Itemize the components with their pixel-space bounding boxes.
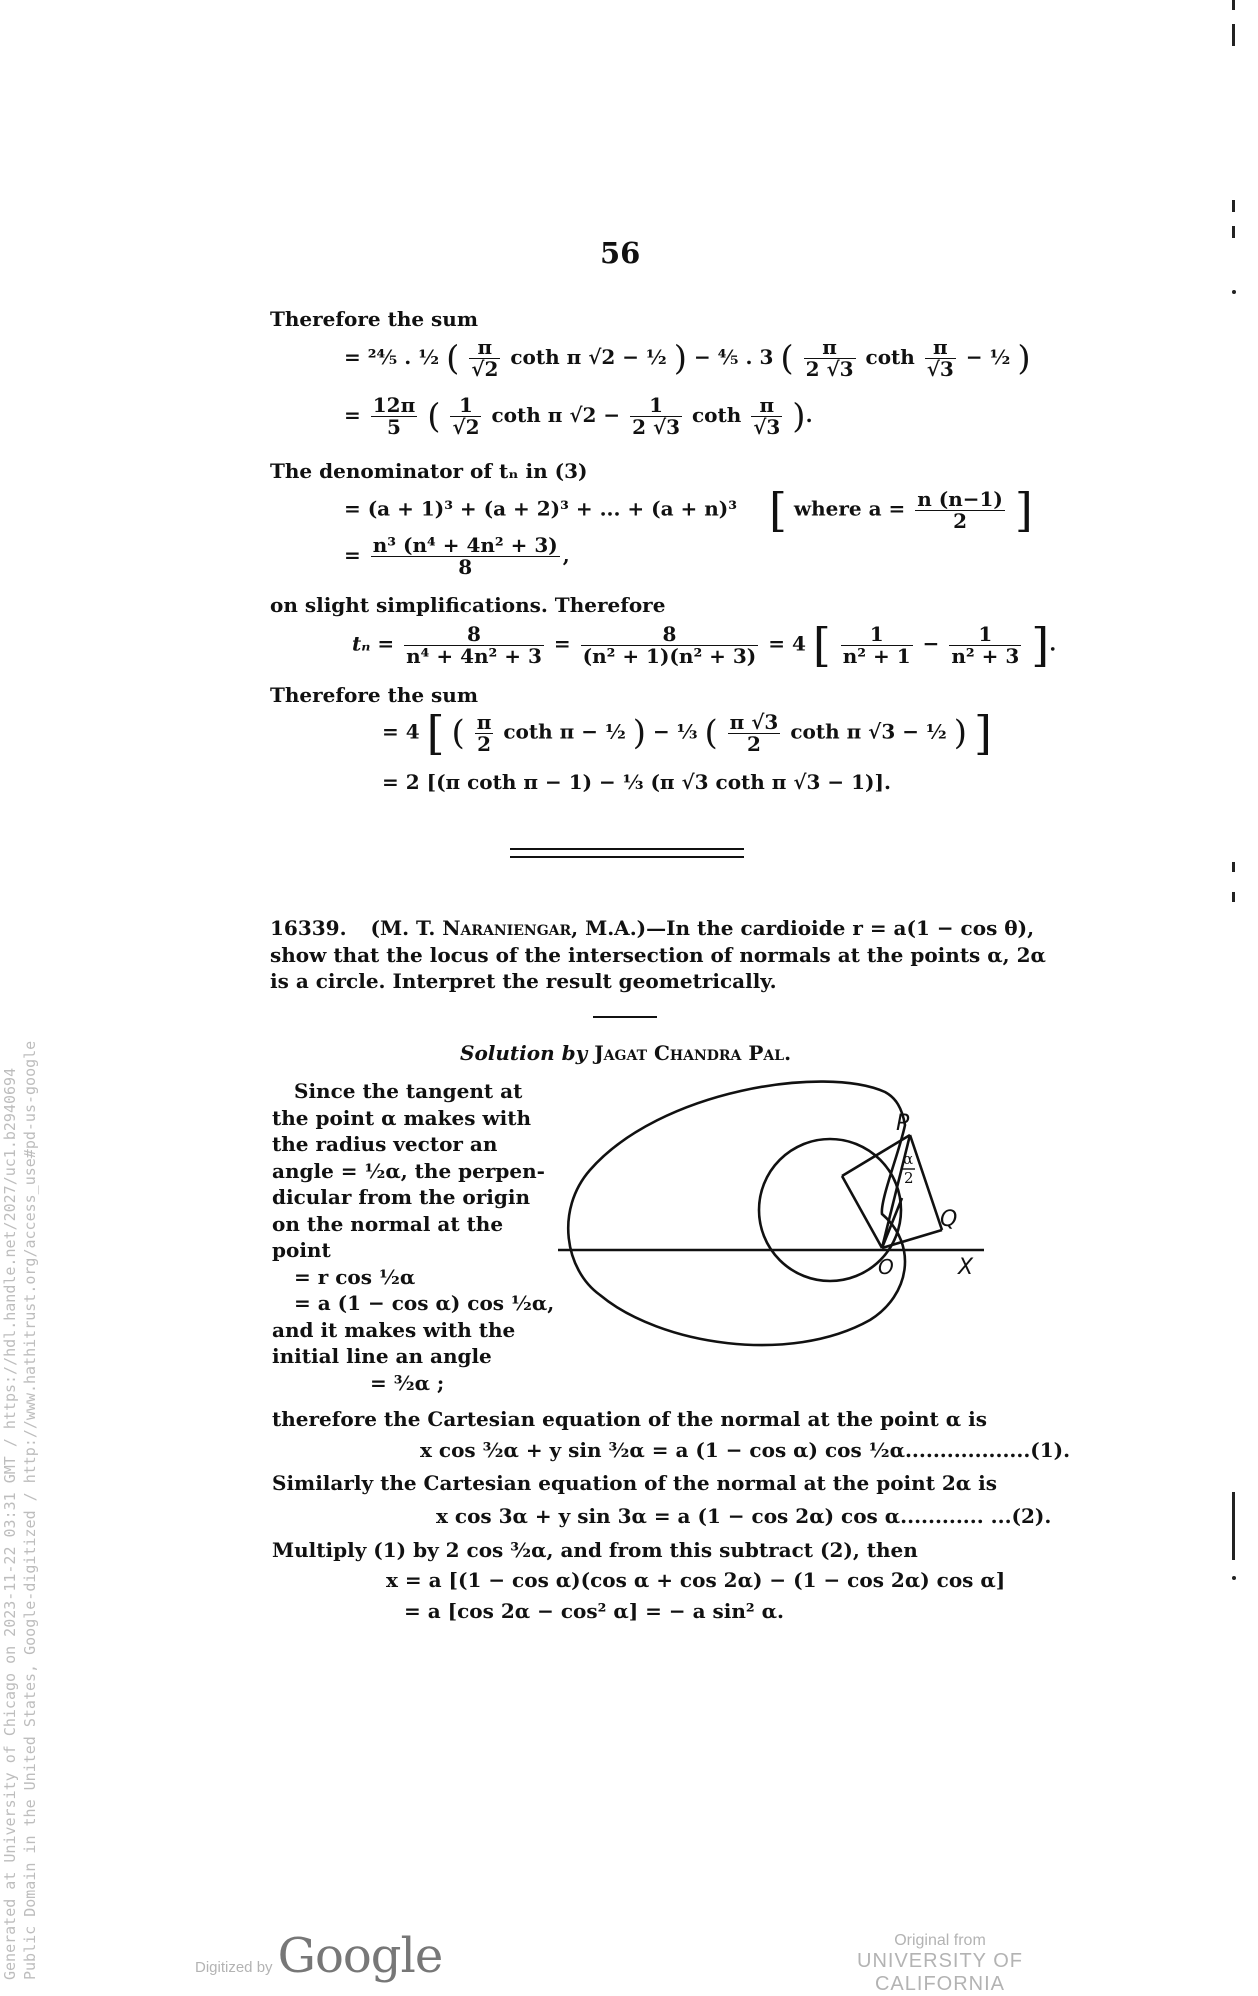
equation-sum-line-2: = $\frac{12\pi}{5}$ ( $\frac{1}{√2}$ coth π √2 − $\frac{1}{2 √3}$ coth $\frac{\pi}{√3}$ ). xyxy=(344,393,813,439)
fraction: $\frac{1}{\text{n² + 1}}$ xyxy=(842,621,911,668)
fraction: $\frac{1}{\text{n² + 3}}$ xyxy=(951,621,1020,668)
text-line: and it makes with the xyxy=(272,1317,516,1342)
label-alpha: α xyxy=(903,1150,914,1168)
bracket-close: ] xyxy=(973,706,992,760)
sum2-eq-1 xyxy=(382,706,992,760)
text-line: the point α makes with xyxy=(272,1105,532,1130)
oq-line xyxy=(882,1230,942,1248)
paren-close: ) xyxy=(632,713,647,753)
cartesian-1: therefore the Cartesian equation of the normal at the point α is xyxy=(272,1407,987,1431)
edge-mark xyxy=(1232,0,1235,10)
solution-prefix: Solution by xyxy=(460,1041,588,1065)
fraction: $\frac{8}{\text{n⁴ + 4n² + 3}}$ xyxy=(406,621,542,668)
therefore-sum-1: Therefore the sum xyxy=(270,307,479,331)
fraction: $\frac{\pi}{√2}$ xyxy=(471,335,499,381)
fraction: $\frac{\pi}{√3}$ xyxy=(753,393,781,439)
eq-part: = 4 xyxy=(768,631,806,656)
fraction: $\frac{\text{n³ (n⁴ + 4n² + 3)}}{8}$ xyxy=(372,533,558,579)
hathitrust-watermark xyxy=(0,980,60,1980)
paren-close: ) xyxy=(792,396,806,437)
section-rule-top xyxy=(510,848,744,850)
text-line: angle = ½α, the perpen- xyxy=(272,1158,545,1183)
edge-mark xyxy=(1232,892,1235,902)
paren-close: ) xyxy=(673,338,688,379)
text-line: = r cos ½α xyxy=(294,1264,416,1289)
original-from-label: Original from xyxy=(894,1932,986,1949)
eq-part: tₙ = xyxy=(352,631,395,656)
text-line: Since the tangent at xyxy=(294,1079,523,1103)
label-o: O xyxy=(878,1255,894,1279)
text-line: point xyxy=(272,1238,331,1262)
fraction: $\frac{\pi}{√3}$ xyxy=(926,335,954,381)
bracket-open: [ xyxy=(812,618,831,672)
edge-mark xyxy=(1232,862,1235,872)
paren-close: ) xyxy=(1017,338,1031,379)
eq-part: − ½ xyxy=(965,345,1011,369)
eq-part: = (a + 1)³ + (a + 2)³ + ... + (a + n)³ xyxy=(344,496,738,521)
eq-part: − ⁴⁄₅ . 3 xyxy=(694,345,774,369)
label-x: X xyxy=(958,1255,974,1280)
eq-part: − ⅓ xyxy=(653,719,698,744)
text-line: dicular from the origin xyxy=(272,1185,531,1209)
denominator-eq-1 xyxy=(344,483,1033,537)
section-rule-bottom xyxy=(510,856,744,858)
equation-2: x cos 3α + y sin 3α = a (1 − cos 2α) cos α............ ...(2). xyxy=(436,1504,1052,1528)
label-q: Q xyxy=(940,1207,958,1232)
paren-open: ( xyxy=(780,338,794,379)
edge-mark xyxy=(1232,200,1235,212)
short-rule xyxy=(593,1016,657,1018)
label-p: P xyxy=(896,1111,910,1136)
eq-part: coth π √2 − ½ xyxy=(510,345,667,369)
fraction: $\frac{\pi}{2}$ xyxy=(476,709,492,756)
edge-dot xyxy=(1232,1576,1236,1580)
university-label: UNIVERSITY OF CALIFORNIA xyxy=(857,1950,1023,1995)
fraction: $\frac{\pi √3}{2}$ xyxy=(729,709,779,756)
fraction: $\frac{\pi}{2 √3}$ xyxy=(805,335,854,381)
fraction: $\frac{1}{√2}$ xyxy=(452,393,480,439)
multiply-line: Multiply (1) by 2 cos ³⁄₂α, and from this subtract (2), then xyxy=(272,1538,918,1562)
equation-1: x cos ³⁄₂α + y sin ³⁄₂α = a (1 − cos α) cos ½α..................(1). xyxy=(420,1438,1071,1462)
solution-heading xyxy=(460,1040,791,1066)
eq-part: = xyxy=(344,403,361,427)
paren-open: ( xyxy=(427,396,441,437)
denominator-eq-2: = $\frac{\text{n³ (n⁴ + 4n² + 3)}}{8}$ , xyxy=(344,533,570,579)
fraction: $\frac{1}{2 √3}$ xyxy=(632,393,681,439)
paren-open: ( xyxy=(446,338,460,379)
solution-left-column xyxy=(272,1078,554,1396)
bracket-open: [ xyxy=(426,706,445,760)
fraction: $\frac{8}{\text{(n² + 1)(n² + 3)}}$ xyxy=(582,621,757,668)
fraction: $\frac{n (n-1)}{2}$ xyxy=(917,486,1003,533)
paren-open: ( xyxy=(451,713,465,753)
edge-mark xyxy=(1232,226,1235,238)
sum2-eq-2: = 2 [(π coth π − 1) − ⅓ (π √3 coth π √3 − 1)]. xyxy=(382,770,891,794)
eq-part: = 4 xyxy=(382,719,420,744)
therefore-sum-2: Therefore the sum xyxy=(270,683,479,707)
solution-author: Jagat Chandra Pal. xyxy=(594,1041,792,1065)
watermark-line-2: Public Domain in the United States, Google-digitized / http://www.hathitrust.org/access_use#pd-us-google xyxy=(21,1040,39,1980)
bracket-close: ] xyxy=(1014,483,1033,537)
problem-line-1 xyxy=(270,915,1034,941)
problem-line-2: show that the locus of the intersection of normals at the points α, 2α xyxy=(270,943,1046,967)
text-line: the radius vector an xyxy=(272,1132,498,1156)
edge-mark xyxy=(1232,1492,1235,1560)
paren-open: ( xyxy=(704,713,718,753)
problem-number: 16339. xyxy=(270,916,347,940)
t-n-equation: tₙ = $\frac{8}{\text{n⁴ + 4n² + 3}}$ = $\frac{8}{\text{(n² + 1)(n² + 3)}}$ = 4 [ $\frac{1}{\text{n² + 1}}$ − $\frac{1}{\text{n² + 3}}$ ]. xyxy=(352,618,1057,672)
eq-part: = ²⁴⁄₅ . ½ xyxy=(344,345,440,369)
watermark-line-1: Generated at University of Chicago on 2023-11-22 03:31 GMT / https://hdl.handle.net/2027/uc1.b2940694 xyxy=(1,1067,19,1980)
text-line: = ³⁄₂α ; xyxy=(370,1370,445,1395)
cardioid-curve xyxy=(568,1082,905,1346)
text-line: initial line an angle xyxy=(272,1344,492,1368)
google-logo: Google xyxy=(277,1928,443,1984)
eq-part: coth xyxy=(692,403,742,427)
equation-4: = a [cos 2α − cos² α] = − a sin² α. xyxy=(404,1599,784,1623)
text-line: = a (1 − cos α) cos ½α, xyxy=(294,1291,555,1315)
edge-dot xyxy=(1232,290,1236,294)
eq-part: coth π − ½ xyxy=(503,719,626,744)
label-2: 2 xyxy=(904,1169,914,1187)
bracket-close: ] xyxy=(1031,618,1050,672)
text-line: on the normal at the xyxy=(272,1211,504,1236)
eq-part: coth π √2 − xyxy=(491,403,621,427)
normal-line-1 xyxy=(842,1135,910,1176)
tangent-pq xyxy=(910,1135,942,1230)
original-from xyxy=(800,1932,1080,1996)
edge-mark xyxy=(1232,24,1235,46)
denominator-line: The denominator of tₙ in (3) xyxy=(270,459,588,483)
paren-close: ) xyxy=(953,713,968,753)
bracket-open: [ xyxy=(768,483,787,537)
digitized-by-google xyxy=(195,1928,442,1984)
equation-sum-line-1 xyxy=(344,337,1031,380)
eq-part: coth π √3 − ½ xyxy=(790,719,947,744)
equation-3: x = a [(1 − cos α)(cos α + cos 2α) − (1 − cos 2α) cos α] xyxy=(386,1568,1006,1592)
normal-line-2 xyxy=(842,1176,882,1248)
problem-text: —In the cardioide r = a(1 − cos θ), xyxy=(646,916,1035,940)
page-number: 56 xyxy=(600,236,641,270)
fraction: $\frac{12\pi}{5}$ xyxy=(372,393,416,439)
cardioid-figure xyxy=(540,1080,1000,1400)
problem-line-3: is a circle. Interpret the result geometrically. xyxy=(270,969,777,993)
digitized-by-label: Digitized by xyxy=(195,1959,273,1976)
eq-part: coth xyxy=(865,345,915,369)
cartesian-2: Similarly the Cartesian equation of the normal at the point 2α is xyxy=(272,1471,998,1495)
problem-author: (M. T. Naraniengar, M.A.) xyxy=(370,916,647,940)
slight-simplifications: on slight simplifications. Therefore xyxy=(270,593,666,617)
eq-part: where a = xyxy=(793,496,906,521)
